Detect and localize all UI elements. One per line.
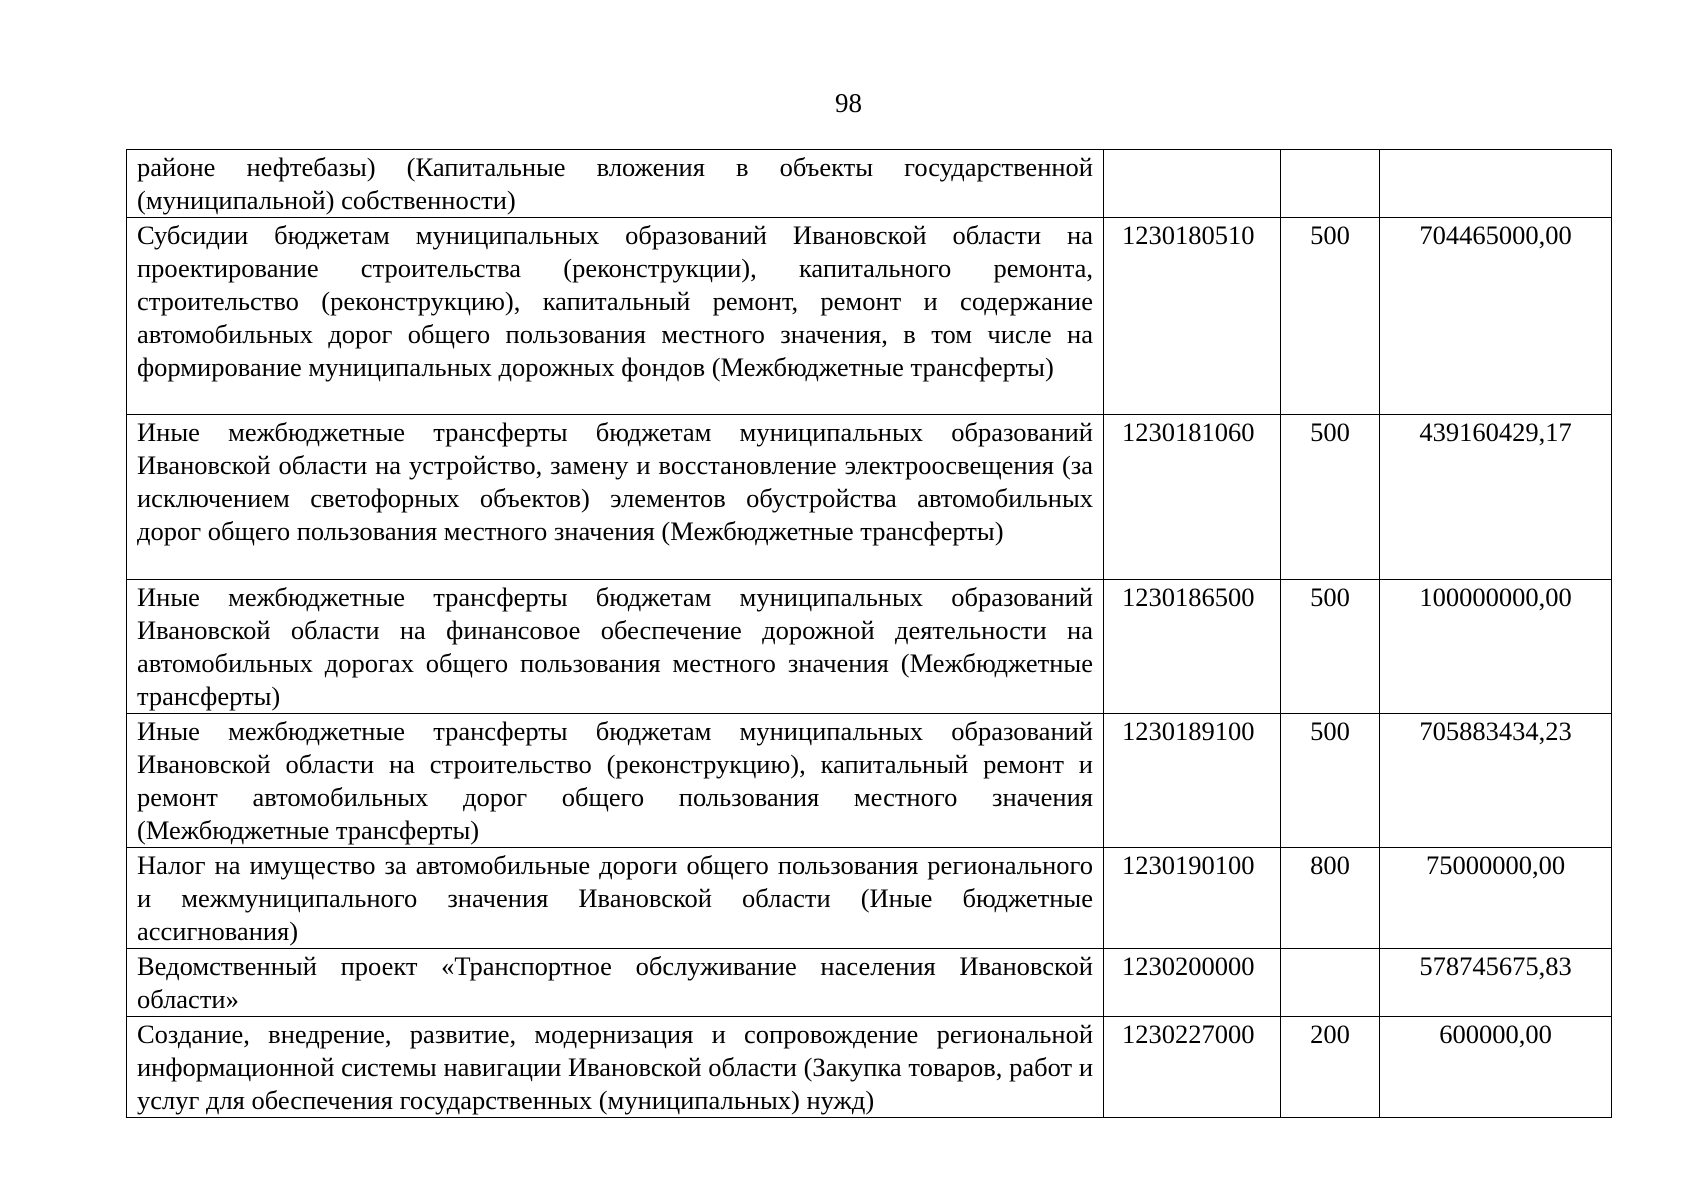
row-expense-type (1281, 949, 1380, 1017)
row-amount: 578745675,83 (1380, 949, 1612, 1017)
row-target-code: 1230190100 (1104, 848, 1281, 949)
row-target-code: 1230200000 (1104, 949, 1281, 1017)
table-row (127, 580, 1612, 714)
row-description: районе нефтебазы) (Капитальные вложения в объекты государственной (муниципальной) собственности) (127, 150, 1104, 218)
row-target-code (1104, 150, 1281, 218)
row-target-code: 1230227000 (1104, 1017, 1281, 1118)
row-target-code: 1230186500 (1104, 580, 1281, 714)
row-amount: 439160429,17 (1380, 415, 1612, 580)
row-expense-type: 500 (1281, 218, 1380, 415)
row-target-code: 1230189100 (1104, 714, 1281, 848)
row-amount: 600000,00 (1380, 1017, 1612, 1118)
table-row (127, 848, 1612, 949)
table-row (127, 714, 1612, 848)
table-row (127, 415, 1612, 580)
row-target-code: 1230181060 (1104, 415, 1281, 580)
row-description: Субсидии бюджетам муниципальных образований Ивановской области на проектирование строительства (реконструкции), капитального ремонта, строительство (реконструкцию), капитальный ремонт, ремонт и содержание автомобильных дорог общего пользования местного значения, в том числе на формирование муниципальных дорожных фондов (Межбюджетные трансферты) (127, 218, 1104, 415)
row-amount: 704465000,00 (1380, 218, 1612, 415)
row-expense-type: 200 (1281, 1017, 1380, 1118)
page-number: 98 (835, 88, 862, 118)
row-description: Иные межбюджетные трансферты бюджетам муниципальных образований Ивановской области на устройство, замену и восстановление электроосвещения (за исключением светофорных объектов) элементов обустройства автомобильных дорог общего пользования местного значения (Межбюджетные трансферты) (127, 415, 1104, 580)
row-amount: 705883434,23 (1380, 714, 1612, 848)
row-target-code: 1230180510 (1104, 218, 1281, 415)
row-description: Иные межбюджетные трансферты бюджетам муниципальных образований Ивановской области на строительство (реконструкцию), капитальный ремонт и ремонт автомобильных дорог общего пользования местного значения (Межбюджетные трансферты) (127, 714, 1104, 848)
row-description: Ведомственный проект «Транспортное обслуживание населения Ивановской области» (127, 949, 1104, 1017)
row-description: Создание, внедрение, развитие, модернизация и сопровождение региональной информационной системы навигации Ивановской области (Закупка товаров, работ и услуг для обеспечения государственных (муниципальных) нужд) (127, 1017, 1104, 1118)
row-expense-type: 500 (1281, 415, 1380, 580)
row-amount: 75000000,00 (1380, 848, 1612, 949)
row-amount (1380, 150, 1612, 218)
budget-table (126, 149, 1612, 1118)
table-row (127, 150, 1612, 218)
row-expense-type: 800 (1281, 848, 1380, 949)
row-expense-type (1281, 150, 1380, 218)
row-description: Налог на имущество за автомобильные дороги общего пользования регионального и межмуниципального значения Ивановской области (Иные бюджетные ассигнования) (127, 848, 1104, 949)
table-row (127, 218, 1612, 415)
table-row (127, 949, 1612, 1017)
row-expense-type: 500 (1281, 580, 1380, 714)
row-expense-type: 500 (1281, 714, 1380, 848)
table-row (127, 1017, 1612, 1118)
row-amount: 100000000,00 (1380, 580, 1612, 714)
row-description: Иные межбюджетные трансферты бюджетам муниципальных образований Ивановской области на финансовое обеспечение дорожной деятельности на автомобильных дорогах общего пользования местного значения (Межбюджетные трансферты) (127, 580, 1104, 714)
